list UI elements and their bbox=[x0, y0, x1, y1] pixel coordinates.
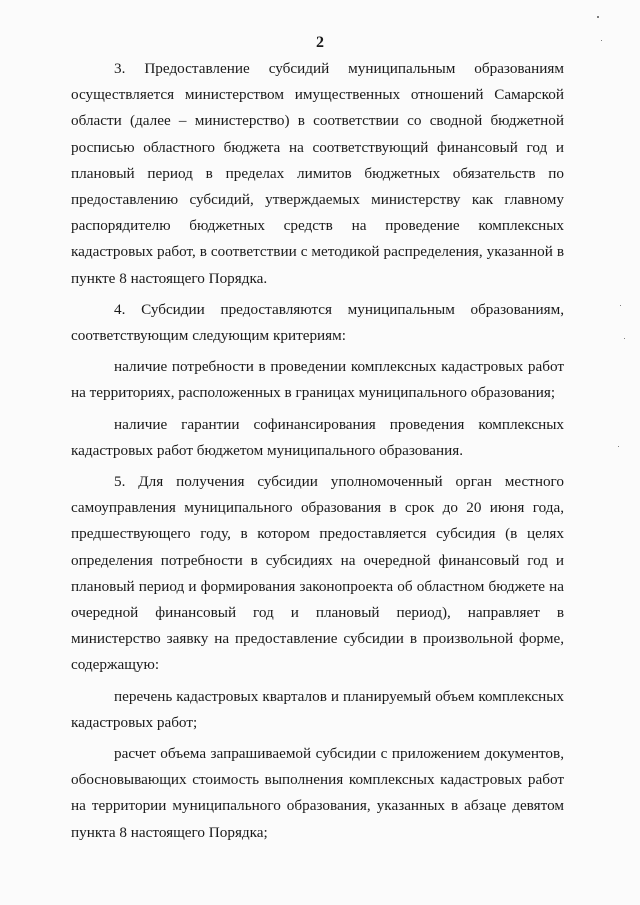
page-number: 2 bbox=[316, 34, 324, 51]
scan-artifact bbox=[618, 446, 619, 447]
criterion-need: наличие потребности в проведении комплексных кадастровых работ на территориях, расположенных в границах муниципального образования; bbox=[71, 358, 564, 402]
paragraph-5: 5. Для получения субсидии уполномоченный орган местного самоуправления муниципального образования в срок до 20 июня года, предшествующего году, в котором предоставляется субсидия (в целях определения потребности в субсидиях на очередной финансовый год и плановый период и формирования законопроекта об областном бюджете на очередной финансовый год и плановый период), направляет в министерство заявку на предоставление субсидии в произвольной форме, содержащую: bbox=[71, 473, 564, 674]
scan-artifact bbox=[624, 338, 625, 339]
paragraph-4: 4. Субсидии предоставляются муниципальным образованиям, соответствующим следующим критериям: bbox=[71, 300, 564, 345]
scan-artifact bbox=[597, 16, 599, 18]
application-item-quarters: перечень кадастровых кварталов и планируемый объем комплексных кадастровых работ; bbox=[71, 687, 564, 731]
application-item-calculation: расчет объема запрашиваемой субсидии с приложением документов, обосновывающих стоимость выполнения комплексных кадастровых работ на территории муниципального образования, указанных в абзаце девятом пункта 8 настоящего Порядка; bbox=[71, 745, 564, 841]
scan-artifact bbox=[601, 40, 602, 41]
scan-artifact bbox=[620, 305, 621, 306]
document-body bbox=[71, 56, 564, 846]
criterion-cofinancing: наличие гарантии софинансирования проведения комплексных кадастровых работ бюджетом муниципального образования. bbox=[71, 415, 564, 459]
paragraph-3: 3. Предоставление субсидий муниципальным образованиям осуществляется министерством имущественных отношений Самарской области (далее – министерство) в соответствии со сводной бюджетной росписью областного бюджета на соответствующий финансовый год и плановый период в пределах лимитов бюджетных обязательств по предоставлению субсидий, утверждаемых министерству как главному распорядителю бюджетных средств на проведение комплексных кадастровых работ, в соответствии с методикой распределения, указанной в пункте 8 настоящего Порядка. bbox=[71, 60, 564, 287]
